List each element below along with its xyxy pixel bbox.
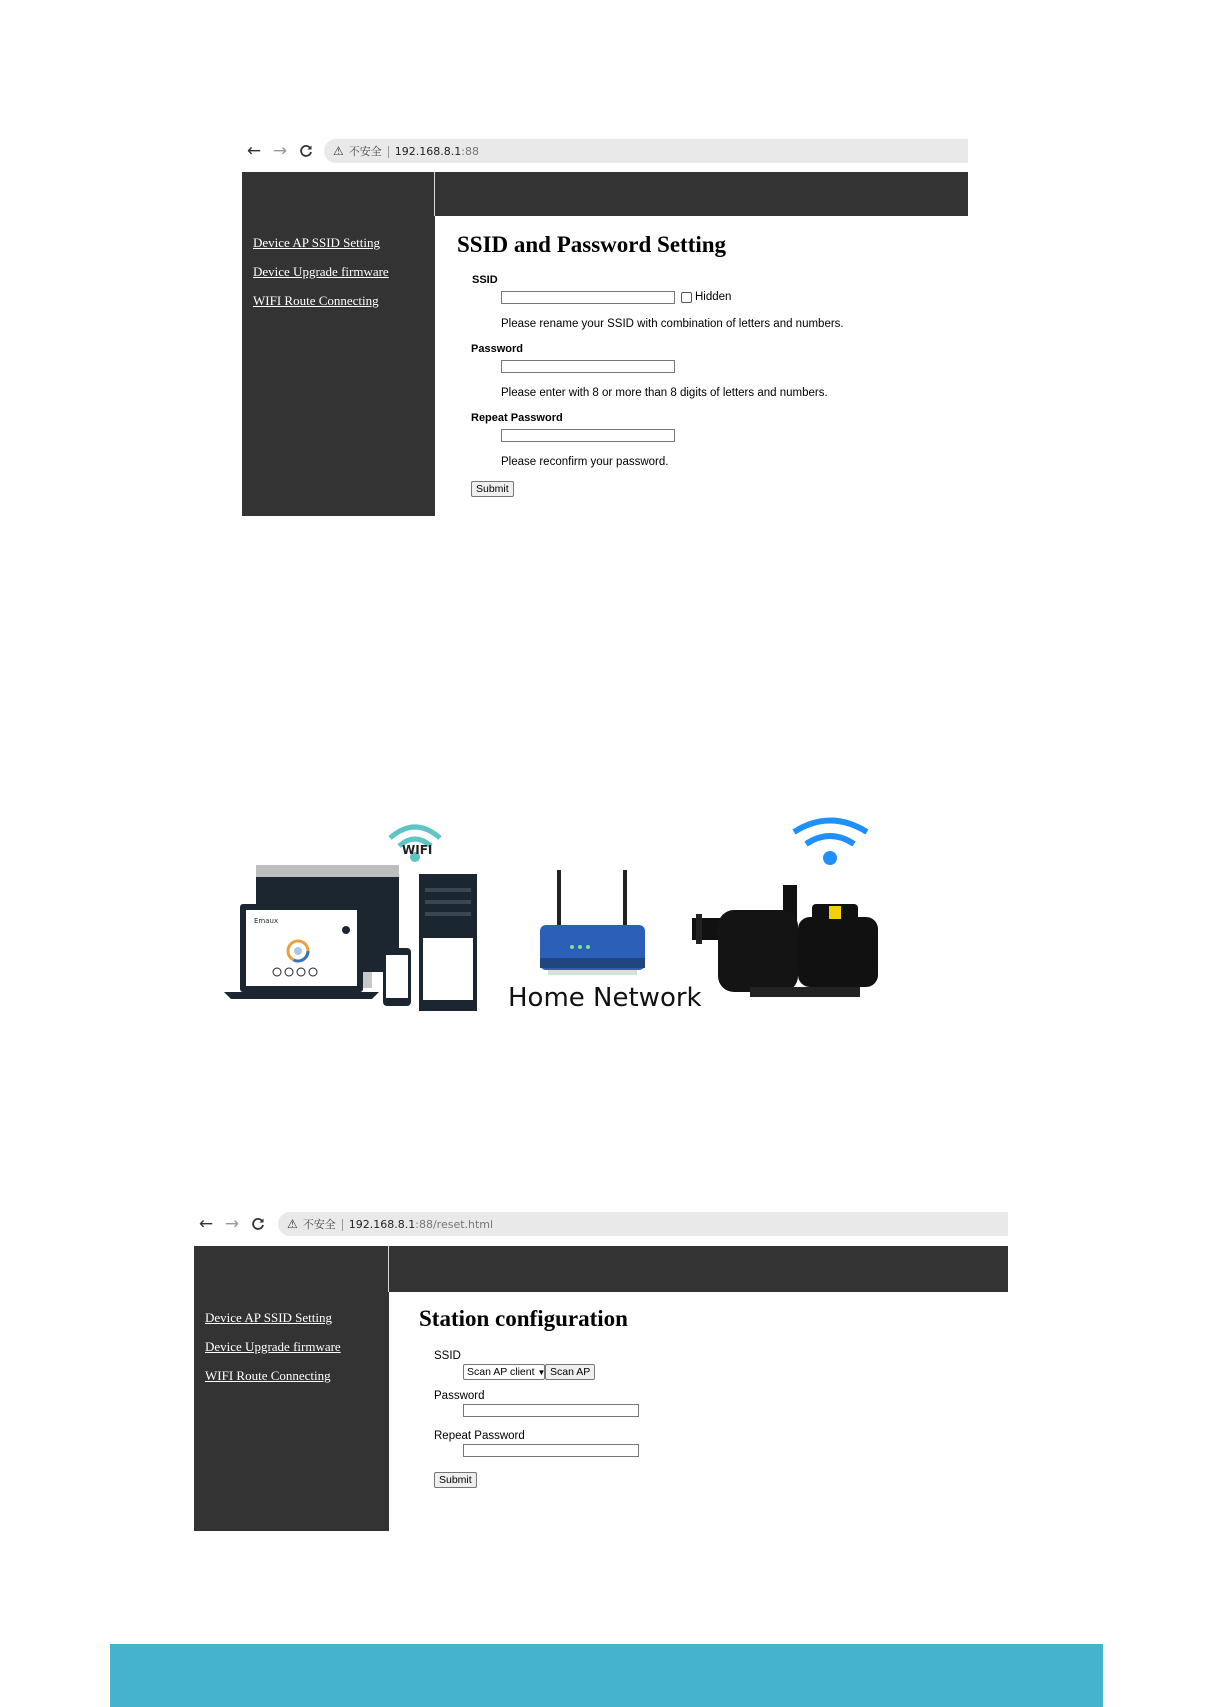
ssid-label: SSID bbox=[434, 1350, 461, 1362]
repeat-password-input[interactable] bbox=[501, 429, 675, 442]
back-arrow-icon[interactable]: ← bbox=[198, 1214, 214, 1234]
sidebar-item-device-ap-ssid-setting[interactable]: Device AP SSID Setting bbox=[253, 235, 380, 250]
browser-screenshot-ssid-setting bbox=[242, 138, 968, 516]
ssid-hint: Please rename your SSID with combination of letters and numbers. bbox=[501, 318, 844, 330]
password-label: Password bbox=[471, 343, 523, 355]
sidebar bbox=[194, 1292, 389, 1531]
header-left-cell bbox=[194, 1246, 389, 1292]
ssid-label: SSID bbox=[472, 274, 498, 286]
sidebar-item-device-ap-ssid-setting[interactable]: Device AP SSID Setting bbox=[205, 1310, 332, 1325]
ssid-input[interactable] bbox=[501, 291, 675, 304]
url-host: 192.168.8.1 bbox=[348, 1218, 416, 1231]
home-network-caption: Home Network bbox=[508, 983, 702, 1013]
main-content bbox=[389, 1292, 1008, 1531]
phone-icon bbox=[383, 948, 411, 1006]
address-bar[interactable] bbox=[324, 139, 968, 163]
header-left-cell bbox=[242, 172, 435, 216]
warning-icon[interactable]: ⚠ bbox=[287, 1217, 298, 1231]
password-label: Password bbox=[434, 1390, 485, 1402]
wifi-label: WIFI bbox=[402, 843, 433, 857]
sidebar-item-device-upgrade-firmware[interactable]: Device Upgrade firmware bbox=[253, 264, 389, 279]
sidebar-item-wifi-route-connecting[interactable]: WIFI Route Connecting bbox=[253, 293, 379, 308]
ssid-select[interactable] bbox=[463, 1364, 545, 1380]
repeat-password-input[interactable] bbox=[463, 1444, 639, 1457]
password-input[interactable] bbox=[463, 1404, 639, 1417]
ssid-select-value: Scan AP client bbox=[467, 1366, 535, 1378]
sidebar bbox=[242, 216, 435, 516]
not-secure-label: 不安全 bbox=[302, 1218, 336, 1231]
browser-toolbar bbox=[242, 138, 968, 164]
sidebar-item-device-upgrade-firmware[interactable]: Device Upgrade firmware bbox=[205, 1339, 341, 1354]
url-host: 192.168.8.1 bbox=[394, 145, 462, 158]
reload-icon[interactable] bbox=[296, 141, 316, 161]
tablet-icon bbox=[419, 933, 477, 1010]
footer-band bbox=[110, 1644, 1103, 1707]
page-title: Station configuration bbox=[419, 1306, 628, 1331]
router-icon bbox=[540, 870, 645, 975]
back-arrow-icon[interactable]: ← bbox=[246, 141, 262, 161]
repeat-password-label: Repeat Password bbox=[434, 1430, 525, 1442]
scan-ap-button[interactable]: Scan AP bbox=[545, 1364, 595, 1380]
reload-icon[interactable] bbox=[248, 1214, 268, 1234]
page-title: SSID and Password Setting bbox=[457, 232, 727, 257]
warning-icon[interactable]: ⚠ bbox=[333, 144, 344, 158]
laptop-icon bbox=[224, 904, 379, 999]
password-hint: Please enter with 8 or more than 8 digits of letters and numbers. bbox=[501, 387, 828, 399]
submit-button[interactable]: Submit bbox=[434, 1472, 477, 1488]
hidden-checkbox[interactable] bbox=[681, 292, 692, 303]
forward-arrow-icon[interactable]: → bbox=[224, 1214, 240, 1234]
header-band bbox=[194, 1246, 1008, 1292]
url-path: :88/reset.html bbox=[415, 1218, 494, 1231]
wifi-blue-icon bbox=[794, 821, 867, 866]
password-input[interactable] bbox=[501, 360, 675, 373]
browser-screenshot-station-configuration bbox=[194, 1211, 1008, 1531]
repeat-password-hint: Please reconfirm your password. bbox=[501, 456, 669, 468]
not-secure-label: 不安全 bbox=[348, 145, 382, 158]
sidebar-item-wifi-route-connecting[interactable]: WIFI Route Connecting bbox=[205, 1368, 331, 1383]
brand-label: Emaux bbox=[254, 917, 279, 925]
chevron-down-icon: ▼ bbox=[537, 1368, 546, 1377]
header-band bbox=[242, 172, 968, 216]
browser-toolbar bbox=[194, 1211, 1008, 1237]
forward-arrow-icon[interactable]: → bbox=[272, 141, 288, 161]
repeat-password-label: Repeat Password bbox=[471, 412, 563, 424]
main-content bbox=[435, 216, 968, 516]
address-bar[interactable] bbox=[278, 1212, 1008, 1236]
submit-button[interactable]: Submit bbox=[471, 481, 514, 497]
hidden-label: Hidden bbox=[695, 291, 732, 303]
url-path: :88 bbox=[461, 145, 479, 158]
pool-pump-icon bbox=[692, 885, 878, 997]
